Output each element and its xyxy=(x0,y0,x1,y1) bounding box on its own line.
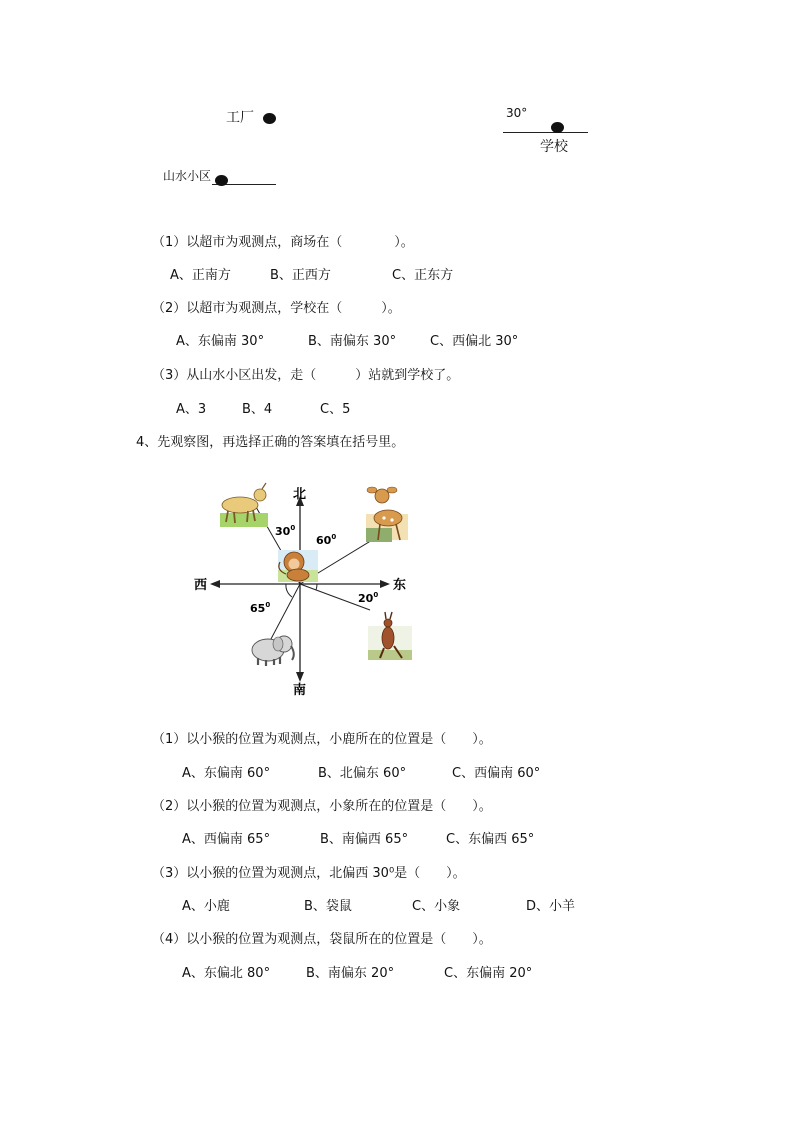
option-1-2-a: A、东偏南 30° xyxy=(176,334,265,349)
option-2-1-c: C、西偏南 60° xyxy=(452,766,541,781)
label-factory: 工厂 xyxy=(226,110,254,126)
angle-label-30: $30^0$ xyxy=(275,524,296,538)
kangaroo-icon xyxy=(368,612,412,660)
factory-dot xyxy=(263,113,276,124)
question-1-1: （1）以超市为观测点，商场在（ ）。 xyxy=(152,235,414,250)
option-2-3-c: C、小象 xyxy=(412,899,461,914)
angle-label-20: $20^0$ xyxy=(358,591,379,605)
option-2-4-b: B、南偏东 20° xyxy=(306,966,395,981)
option-1-2-c: C、西偏北 30° xyxy=(430,334,519,349)
option-2-3-b: B、袋鼠 xyxy=(304,899,352,914)
option-2-3-a: A、小鹿 xyxy=(182,899,230,914)
monkey-icon xyxy=(278,550,318,582)
angle-label-65: $65^0$ xyxy=(250,601,271,615)
option-2-2-c: C、东偏西 65° xyxy=(446,832,535,847)
option-1-2-b: B、南偏东 30° xyxy=(308,334,397,349)
option-2-1-b: B、北偏东 60° xyxy=(318,766,407,781)
option-1-3-a: A、3 xyxy=(176,402,207,417)
south-arrow-icon xyxy=(296,672,304,682)
option-2-2-b: B、南偏西 65° xyxy=(320,832,409,847)
question-1-3: （3）从山水小区出发，走（ ）站就到学校了。 xyxy=(152,368,460,383)
west-arrow-icon xyxy=(210,580,220,588)
option-2-3-d: D、小羊 xyxy=(526,899,576,914)
question-2-2: （2）以小猴的位置为观测点，小象所在的位置是（ ）。 xyxy=(152,799,492,814)
compass-diagram xyxy=(190,478,430,700)
label-angle-30: 30° xyxy=(506,106,528,120)
question-2-3: （3）以小猴的位置为观测点，北偏西 30⁰是（ ）。 xyxy=(152,866,466,881)
option-1-3-c: C、5 xyxy=(320,402,351,417)
goat-icon xyxy=(220,483,268,527)
question-2-1: （1）以小猴的位置为观测点，小鹿所在的位置是（ ）。 xyxy=(152,732,492,747)
deer-icon xyxy=(366,487,408,542)
question-1-2: （2）以超市为观测点，学校在（ ）。 xyxy=(152,301,401,316)
option-2-1-a: A、东偏南 60° xyxy=(182,766,271,781)
elephant-icon xyxy=(252,636,294,666)
label-east: 东 xyxy=(393,578,407,593)
school-dot xyxy=(551,122,564,133)
question-2-4: （4）以小猴的位置为观测点，袋鼠所在的位置是（ ）。 xyxy=(152,932,492,947)
option-2-4-a: A、东偏北 80° xyxy=(182,966,271,981)
angle-label-60: $60^0$ xyxy=(316,533,337,547)
option-2-4-c: C、东偏南 20° xyxy=(444,966,533,981)
option-1-1-c: C、正东方 xyxy=(392,268,454,283)
label-south: 南 xyxy=(293,683,307,698)
east-arrow-icon xyxy=(380,580,390,588)
option-1-1-a: A、正南方 xyxy=(170,268,231,283)
label-north: 北 xyxy=(293,487,307,502)
label-community: 山水小区 xyxy=(163,169,212,183)
school-line xyxy=(503,132,588,133)
option-2-2-a: A、西偏南 65° xyxy=(182,832,271,847)
label-school: 学校 xyxy=(540,139,568,155)
section-2-title: 4、先观察图，再选择正确的答案填在括号里。 xyxy=(136,435,405,450)
label-west: 西 xyxy=(194,578,208,593)
community-dot xyxy=(215,175,228,186)
option-1-1-b: B、正西方 xyxy=(270,268,331,283)
option-1-3-b: B、4 xyxy=(242,402,273,417)
